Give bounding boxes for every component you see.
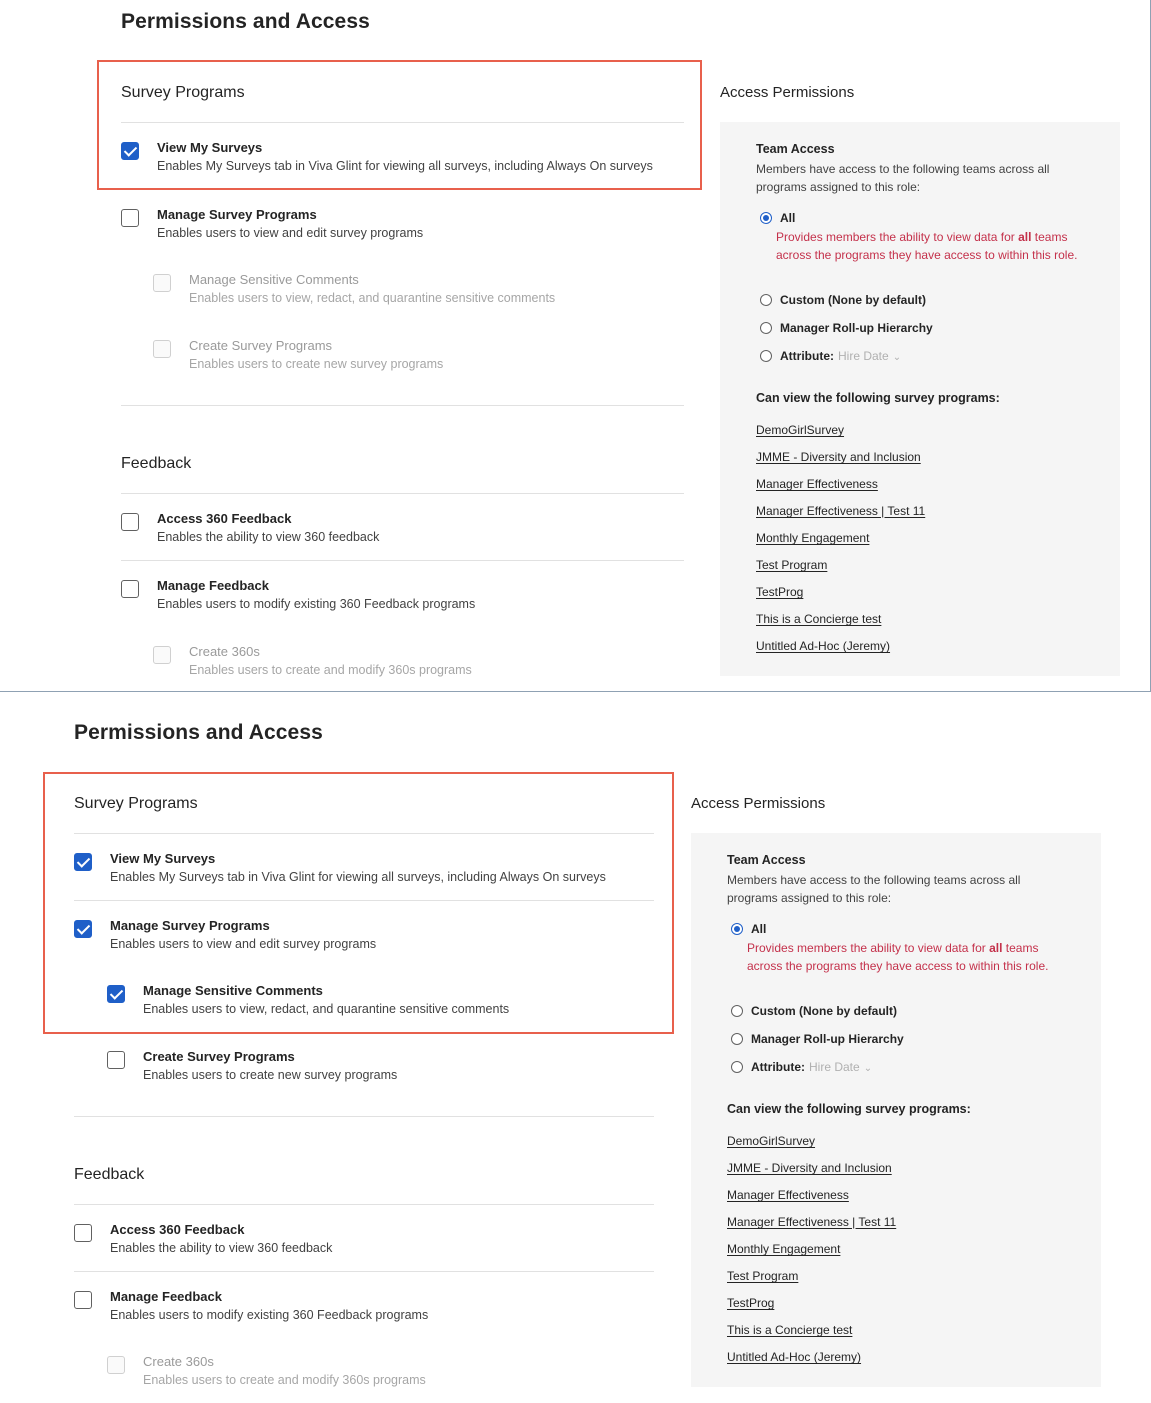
divider (121, 405, 684, 406)
section-title-feedback: Feedback (121, 455, 192, 472)
radio-icon[interactable] (760, 294, 772, 306)
radio-selected-icon[interactable] (731, 923, 743, 935)
program-link[interactable]: Manager Effectiveness (727, 1188, 849, 1202)
checkbox-icon (153, 274, 171, 292)
permission-desc: Enables users to view, redact, and quarantine sensitive comments (143, 1002, 510, 1016)
radio-icon[interactable] (731, 1005, 743, 1017)
checkbox-icon[interactable] (107, 985, 125, 1003)
divider (121, 560, 684, 561)
program-link[interactable]: TestProg (727, 1296, 775, 1310)
team-access-label: Team Access (727, 853, 806, 867)
program-link[interactable]: Test Program (756, 558, 828, 572)
program-link[interactable]: Manager Effectiveness | Test 11 (756, 504, 926, 518)
permission-label: Manage Feedback (110, 1289, 222, 1304)
panel-before (0, 0, 1151, 692)
checkbox-icon[interactable] (121, 580, 139, 598)
program-link[interactable]: Untitled Ad-Hoc (Jeremy) (756, 639, 891, 653)
permission-desc: Enables users to view and edit survey programs (110, 937, 377, 951)
radio-all-desc: Provides members the ability to view data for all teams across the programs they have access to within this role. (747, 941, 1049, 973)
permission-desc: Enables the ability to view 360 feedback (110, 1241, 333, 1255)
chevron-down-icon[interactable]: ⌄ (863, 1063, 873, 1074)
divider (74, 900, 654, 901)
permission-label: Create Survey Programs (189, 338, 333, 353)
program-link[interactable]: This is a Concierge test (756, 612, 882, 626)
permission-desc: Enables users to create new survey programs (143, 1068, 398, 1082)
radio-icon[interactable] (731, 1033, 743, 1045)
permission-desc: Enables users to view and edit survey programs (157, 226, 424, 240)
divider (121, 493, 684, 494)
permission-desc: Enables the ability to view 360 feedback (157, 530, 380, 544)
checkbox-icon[interactable] (74, 1224, 92, 1242)
program-link[interactable]: Monthly Engagement (756, 531, 870, 545)
permission-desc: Enables users to view, redact, and quarantine sensitive comments (189, 291, 556, 305)
checkbox-icon[interactable] (74, 920, 92, 938)
program-link[interactable]: This is a Concierge test (727, 1323, 853, 1337)
radio-label: Attribute: Hire Date ⌄ (751, 1060, 873, 1074)
access-permissions-box (720, 122, 1120, 676)
radio-selected-icon[interactable] (760, 212, 772, 224)
radio-label: Manager Roll-up Hierarchy (780, 321, 933, 335)
access-permissions-box (691, 833, 1101, 1387)
checkbox-icon[interactable] (121, 209, 139, 227)
permission-label: Access 360 Feedback (110, 1222, 245, 1237)
checkbox-icon[interactable] (74, 1291, 92, 1309)
program-link[interactable]: Manager Effectiveness | Test 11 (727, 1215, 897, 1229)
access-permissions-title: Access Permissions (691, 795, 826, 812)
radio-label: All (780, 211, 796, 225)
checkbox-icon[interactable] (107, 1051, 125, 1069)
section-title-feedback: Feedback (74, 1166, 145, 1183)
permission-label: Create 360s (143, 1354, 214, 1369)
section-title-survey-programs: Survey Programs (74, 795, 198, 812)
radio-all-desc: Provides members the ability to view data for all teams across the programs they have access to within this role. (776, 230, 1078, 262)
checkbox-icon (153, 646, 171, 664)
program-link[interactable]: DemoGirlSurvey (727, 1134, 816, 1148)
section-title-survey-programs: Survey Programs (121, 84, 245, 101)
radio-icon[interactable] (731, 1061, 743, 1073)
team-access-desc: Members have access to the following teams across all programs assigned to this role: (727, 873, 1021, 905)
radio-label: Custom (None by default) (751, 1004, 897, 1018)
program-link[interactable]: Untitled Ad-Hoc (Jeremy) (727, 1350, 862, 1364)
radio-label: Custom (None by default) (780, 293, 926, 307)
permission-desc: Enables users to create and modify 360s programs (143, 1373, 426, 1387)
permission-label: Create 360s (189, 644, 260, 659)
page-title: Permissions and Access (121, 10, 370, 33)
checkbox-icon (153, 340, 171, 358)
program-link[interactable]: Manager Effectiveness (756, 477, 878, 491)
access-permissions-title: Access Permissions (720, 84, 855, 101)
radio-label: Manager Roll-up Hierarchy (751, 1032, 904, 1046)
checkbox-icon[interactable] (74, 853, 92, 871)
team-access-desc: Members have access to the following teams across all programs assigned to this role: (756, 162, 1050, 194)
chevron-down-icon[interactable]: ⌄ (892, 352, 902, 363)
program-link[interactable]: JMME - Diversity and Inclusion (727, 1161, 892, 1175)
radio-icon[interactable] (760, 322, 772, 334)
checkbox-icon[interactable] (121, 513, 139, 531)
program-link[interactable]: Monthly Engagement (727, 1242, 841, 1256)
radio-label: All (751, 922, 767, 936)
permission-desc: Enables users to modify existing 360 Feedback programs (110, 1308, 429, 1322)
checkbox-icon (107, 1356, 125, 1374)
can-view-label: Can view the following survey programs: (727, 1102, 971, 1116)
program-link[interactable]: Test Program (727, 1269, 799, 1283)
permission-label: Manage Sensitive Comments (189, 272, 359, 287)
radio-icon[interactable] (760, 350, 772, 362)
permission-label: Manage Survey Programs (110, 918, 270, 933)
program-link[interactable]: JMME - Diversity and Inclusion (756, 450, 921, 464)
permission-desc: Enables My Surveys tab in Viva Glint for viewing all surveys, including Always On surveys (110, 870, 606, 884)
divider (74, 833, 654, 834)
program-link[interactable]: DemoGirlSurvey (756, 423, 845, 437)
panel-after (0, 700, 1151, 1403)
can-view-label: Can view the following survey programs: (756, 391, 1000, 405)
permission-label: View My Surveys (110, 851, 216, 866)
permission-desc: Enables users to modify existing 360 Feedback programs (157, 597, 476, 611)
attribute-dropdown[interactable]: Hire Date (809, 1060, 860, 1074)
divider (74, 1116, 654, 1117)
permission-label: Manage Survey Programs (157, 207, 317, 222)
permission-desc: Enables users to create new survey programs (189, 357, 444, 371)
divider (74, 1271, 654, 1272)
permission-desc: Enables users to create and modify 360s programs (189, 663, 472, 677)
radio-label: Attribute: Hire Date ⌄ (780, 349, 902, 363)
divider (74, 1204, 654, 1205)
page-title: Permissions and Access (74, 721, 323, 744)
permission-label: Access 360 Feedback (157, 511, 292, 526)
checkbox-icon[interactable] (121, 142, 139, 160)
program-link[interactable]: TestProg (756, 585, 804, 599)
permission-label: Create Survey Programs (143, 1049, 295, 1064)
permission-label: View My Surveys (157, 140, 263, 155)
permission-label: Manage Feedback (157, 578, 269, 593)
permission-desc: Enables My Surveys tab in Viva Glint for viewing all surveys, including Always On surveys (157, 159, 653, 173)
team-access-label: Team Access (756, 142, 835, 156)
permission-label: Manage Sensitive Comments (143, 983, 323, 998)
attribute-dropdown[interactable]: Hire Date (838, 349, 889, 363)
divider (121, 122, 684, 123)
